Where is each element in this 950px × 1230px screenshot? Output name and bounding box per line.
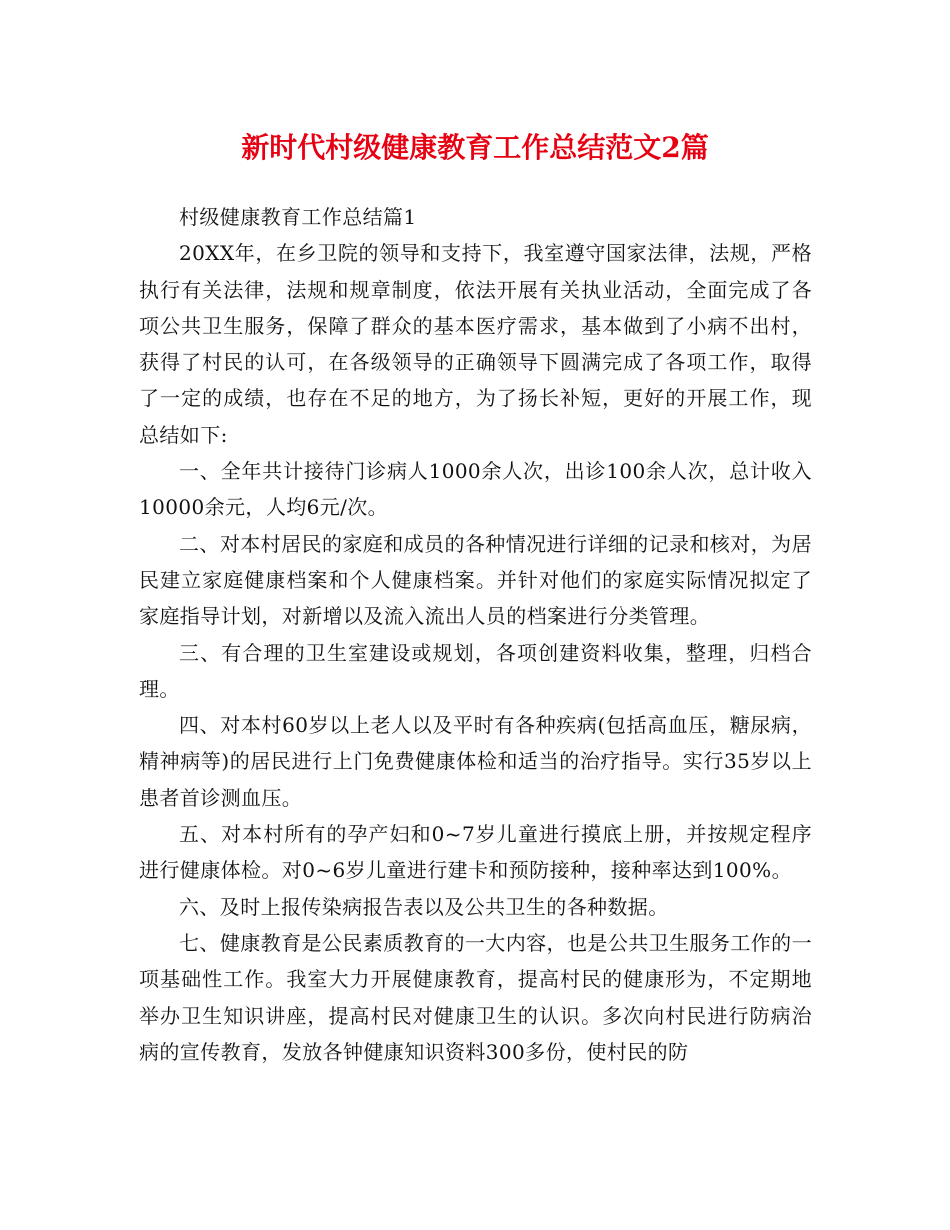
document-title: 新时代村级健康教育工作总结范文2篇 <box>241 131 709 164</box>
paragraph-item-7: 七、健康教育是公民素质教育的一大内容，也是公共卫生服务工作的一项基础性工作。我室大力开展健康教育，提高村民的健康形为，不定期地举办卫生知识讲座，提高村民对健康卫生的认识。多次向村民进行防病治病的宣传教育，发放各钟健康知识资料300多份，使村民的防 <box>139 930 812 1064</box>
paragraph-item-5: 五、对本村所有的孕产妇和0~7岁儿童进行摸底上册，并按规定程序进行健康体检。对0~6岁儿童进行建卡和预防接种，接种率达到100%。 <box>139 822 812 883</box>
section-heading: 村级健康教育工作总结篇1 <box>179 205 417 229</box>
document-body <box>139 199 812 1070</box>
paragraph-item-3: 三、有合理的卫生室建设或规划，各项创建资料收集，整理，归档合理。 <box>139 640 812 701</box>
paragraph-item-6: 六、及时上报传染病报告表以及公共卫生的各种数据。 <box>179 894 669 919</box>
paragraph-intro: 20XX年，在乡卫院的领导和支持下，我室遵守国家法律，法规，严格执行有关法律，法规和规章制度，依法开展有关执业活动，全面完成了各项公共卫生服务，保障了群众的基本医疗需求，基本做到了小病不出村，获得了村民的认可，在各级领导的正确领导下圆满完成了各项工作，取得了一定的成绩，也存在不足的地方，为了扬长补短，更好的开展工作，现总结如下: <box>139 241 812 447</box>
paragraph-item-1: 一、全年共计接待门诊病人1000余人次，出诊100余人次，总计收入10000余元，人均6元/次。 <box>139 459 812 520</box>
paragraph-item-4: 四、对本村60岁以上老人以及平时有各种疾病(包括高血压，糖尿病，精神病等)的居民进行上门免费健康体检和适当的治疗指导。实行35岁以上患者首诊测血压。 <box>139 713 812 810</box>
paragraph-item-2: 二、对本村居民的家庭和成员的各种情况进行详细的记录和核对，为居民建立家庭健康档案和个人健康档案。并针对他们的家庭实际情况拟定了家庭指导计划，对新增以及流入流出人员的档案进行分类管理。 <box>139 531 812 629</box>
